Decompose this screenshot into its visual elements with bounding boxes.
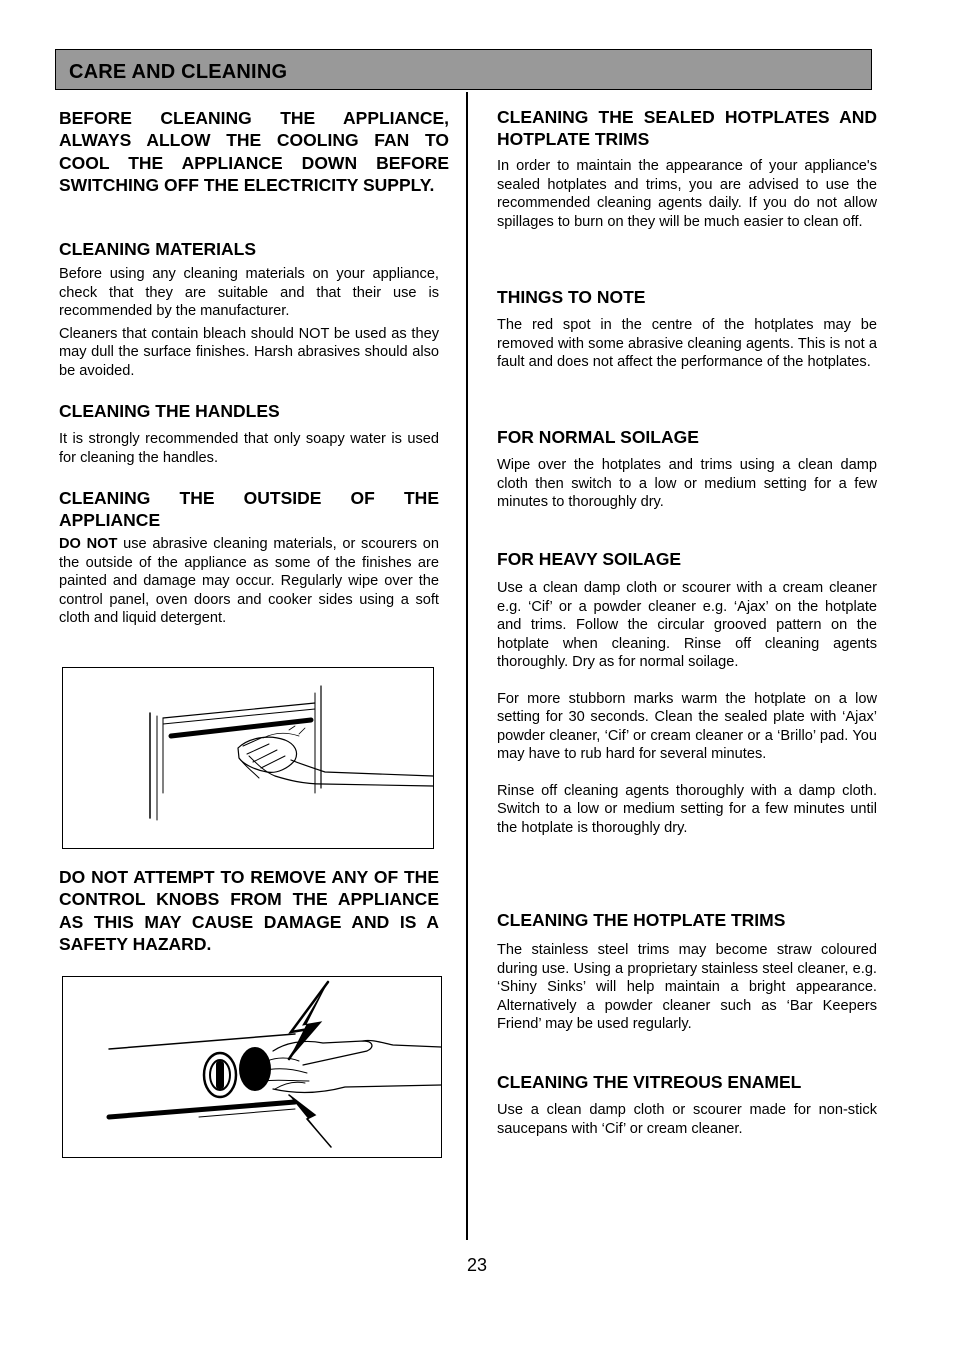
things-to-note-heading: THINGS TO NOTE xyxy=(497,287,646,307)
cooling-fan-warning xyxy=(59,107,449,196)
section-title: CARE AND CLEANING xyxy=(69,61,288,83)
control-knob-hazard-illustration xyxy=(62,976,442,1158)
heavy-soilage-paragraph-2: For more stubborn marks warm the hotplate on a low setting for 30 seconds. Clean the sealed plate with ‘Ajax’ powder cleaner, ‘Cif’ or cream cleaner or a ‘Brillo’ pad. You may have to rub hard for several minutes. xyxy=(497,690,877,762)
page-number: 23 xyxy=(466,1255,488,1275)
cleaning-outside-text: use abrasive cleaning materials, or scourers on the outside of the appliance as some of the finishes are painted and damage may occur. Regularly wipe over the control panel, oven doors and cooker sides using a soft cloth and liquid detergent. xyxy=(59,536,439,626)
cleaning-outside-section xyxy=(59,487,439,628)
hotplate-trims-section xyxy=(497,909,877,1034)
sealed-hotplates-paragraph: In order to maintain the appearance of your appliance's sealed hotplates and trims, you are advised to use the recommended cleaning agents daily. If you do not allow spillages to burn on they will be much easier to clean off. xyxy=(497,158,877,230)
hotplate-trims-paragraph: The stainless steel trims may become straw coloured during use. Using a proprietary stainless steel cleaner, e.g. ‘Shiny Sinks’ will help maintain a bright appearance. Alternatively a powder cleaner such as ‘Bar Keepers Friend’ may be used regularly. xyxy=(497,942,877,1032)
heavy-soilage-paragraph-3: Rinse off cleaning agents thoroughly with a damp cloth. Switch to a low or medium setting for a few minutes until the hotplate is thoroughly dry. xyxy=(497,782,877,836)
normal-soilage-paragraph: Wipe over the hotplates and trims using a clean damp cloth then switch to a low or medium setting for a few minutes to thoroughly dry. xyxy=(497,457,877,510)
column-divider xyxy=(466,92,468,1240)
cleaning-handles-heading: CLEANING THE HANDLES xyxy=(59,401,280,421)
hand-on-knob-icon xyxy=(63,977,441,1157)
heavy-soilage-paragraph-1: Use a clean damp cloth or scourer with a cream cleaner e.g. ‘Cif’ or a powder cleaner e.g. ‘Ajax’ on the hotplate and trims. Follow the circular grooved pattern on the hotplate when cleaning. Rinse off cleaning agents thoroughly. Dry as for normal soilage. xyxy=(497,580,877,670)
heavy-soilage-section xyxy=(497,548,877,837)
cleaning-handles-paragraph: It is strongly recommended that only soapy water is used for cleaning the handles. xyxy=(59,431,439,466)
control-knobs-warning-text: DO NOT ATTEMPT TO REMOVE ANY OF THE CONTROL KNOBS FROM THE APPLIANCE AS THIS MAY CAUSE DAMAGE AND IS A SAFETY HAZARD. xyxy=(59,867,439,954)
normal-soilage-section xyxy=(497,426,877,512)
normal-soilage-heading: FOR NORMAL SOILAGE xyxy=(497,427,699,447)
cleaning-outside-heading: CLEANING THE OUTSIDE OF THE APPLIANCE xyxy=(59,488,439,530)
oven-door-cleaning-illustration xyxy=(62,667,434,849)
cleaning-materials-section xyxy=(59,238,439,380)
things-to-note-section xyxy=(497,286,877,372)
cleaning-materials-paragraph-1: Before using any cleaning materials on your appliance, check that they are suitable and that their use is recommended by the manufacturer. xyxy=(59,266,439,319)
hotplate-trims-heading: CLEANING THE HOTPLATE TRIMS xyxy=(497,910,786,930)
heavy-soilage-heading: FOR HEAVY SOILAGE xyxy=(497,549,682,569)
hand-wiping-door-icon xyxy=(63,668,433,848)
control-knobs-warning xyxy=(59,866,439,955)
cleaning-handles-section xyxy=(59,400,439,467)
things-to-note-paragraph: The red spot in the centre of the hotplates may be removed with some abrasive cleaning agents. This is not a fault and does not affect the performance of the hotplates. xyxy=(497,317,877,370)
do-not-emphasis: DO NOT xyxy=(59,536,118,552)
vitreous-enamel-paragraph: Use a clean damp cloth or scourer made for non-stick saucepans with ‘Cif’ or cream cleaner. xyxy=(497,1102,877,1137)
cleaning-materials-heading: CLEANING MATERIALS xyxy=(59,239,257,259)
sealed-hotplates-heading: CLEANING THE SEALED HOTPLATES AND HOTPLATE TRIMS xyxy=(497,107,877,149)
sealed-hotplates-section xyxy=(497,106,877,231)
vitreous-enamel-heading: CLEANING THE VITREOUS ENAMEL xyxy=(497,1072,802,1092)
cleaning-materials-paragraph-2: Cleaners that contain bleach should NOT be used as they may dull the surface finishes. Harsh abrasives should also be avoided. xyxy=(59,325,439,379)
cleaning-outside-paragraph xyxy=(59,535,439,628)
section-header-bar xyxy=(55,49,872,90)
cooling-fan-warning-text: BEFORE CLEANING THE APPLIANCE, ALWAYS ALLOW THE COOLING FAN TO COOL THE APPLIANCE DOWN BEFORE SWITCHING OFF THE ELECTRICITY SUPPLY. xyxy=(59,108,449,195)
vitreous-enamel-section xyxy=(497,1071,877,1138)
